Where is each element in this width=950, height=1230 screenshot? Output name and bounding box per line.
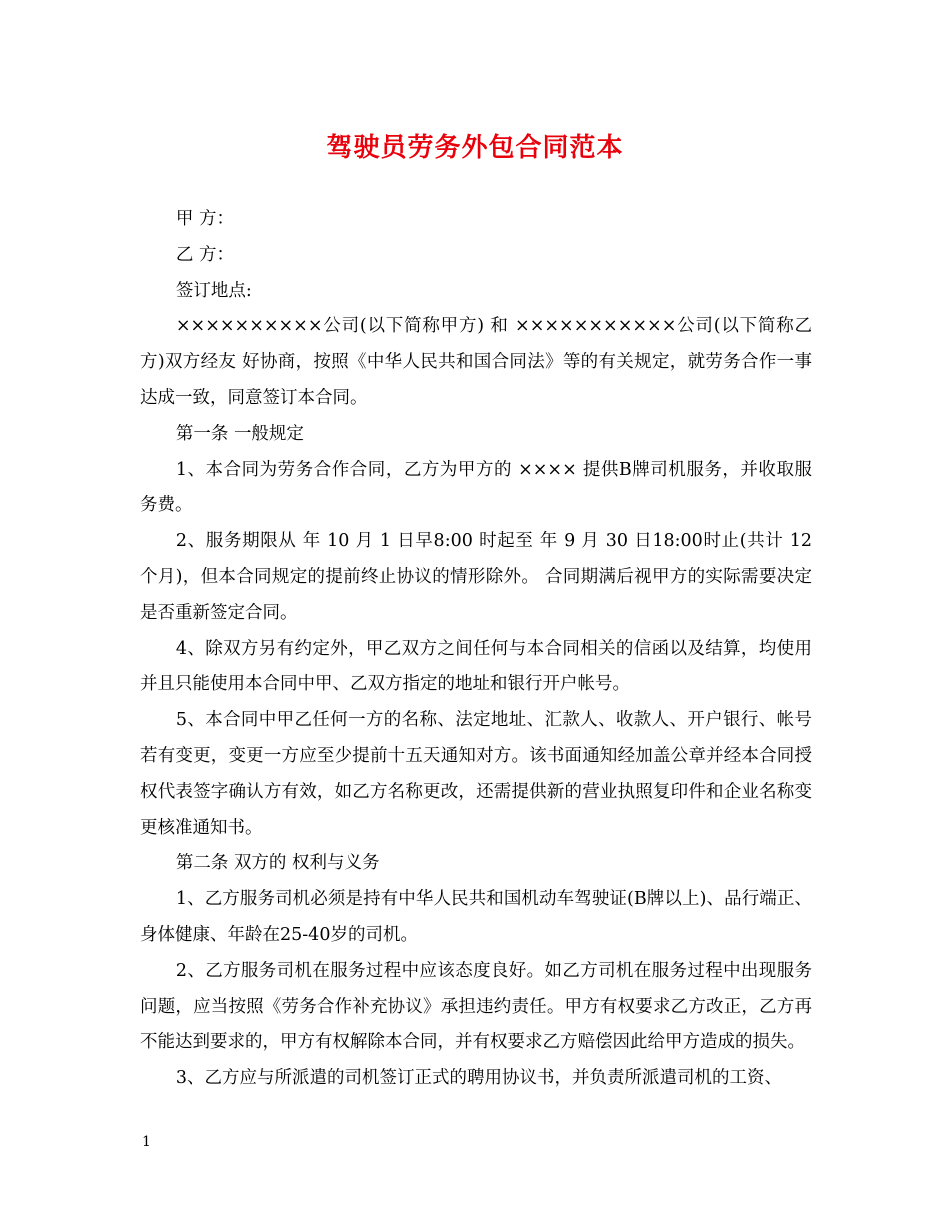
article1-item: 1、本合同为劳务合作合同，乙方为甲方的 ×××× 提供B牌司机服务，并收取服务费。 (140, 459, 812, 516)
document-body (140, 202, 812, 1097)
article2-item: 1、乙方服务司机必须是持有中华人民共和国机动车驾驶证(B牌以上)、品行端正、身体健康、年龄在25-40岁的司机。 (140, 889, 812, 945)
article2-item: 2、乙方服务司机在服务过程中应该态度良好。如乙方司机在服务过程中出现服务问题，应当按照《劳务合作补充协议》承担违约责任。甲方有权要求乙方改正，乙方再不能达到要求的，甲方有权解除本合同，并有权要求乙方赔偿因此给甲方造成的损失。 (140, 960, 812, 1053)
article1-item: 2、服务期限从 年 10 月 1 日早8:00 时起至 年 9 月 30 日18:00时止(共计 12 个月)，但本合同规定的提前终止协议的情形除外。 合同期满后视甲方的实际需要决定是否重新签定合同。 (140, 531, 812, 623)
intro-paragraph: ××××××××××公司(以下简称甲方) 和 ×××××××××××公司(以下简称乙方)双方经友 好协商，按照《中华人民共和国合同法》等的有关规定，就劳务合作一事达成一致，同意签订本合同。 (140, 316, 812, 408)
article2-heading: 第二条 双方的 权利与义务 (175, 853, 380, 874)
article1-heading: 第一条 一般规定 (175, 423, 304, 444)
article1-item: 5、本合同中甲乙任何一方的名称、法定地址、汇款人、收款人、开户银行、帐号若有变更，变更一方应至少提前十五天通知对方。该书面通知经加盖公章并经本合同授权代表签字确认方有效，如乙方名称更改，还需提供新的营业执照复印件和企业名称变更核准通知书。 (140, 710, 812, 838)
article2-item: 3、乙方应与所派遣的司机签订正式的聘用协议书，并负责所派遣司机的工资、 (175, 1068, 783, 1089)
party-b-line: 乙 方： (175, 244, 234, 265)
document-title: 驾驶员劳务外包合同范本 (326, 133, 624, 163)
party-a-line: 甲 方： (175, 209, 234, 229)
page-number: 1 (142, 1134, 151, 1150)
signing-place-line: 签订地点: (175, 280, 252, 301)
article1-item: 4、除双方另有约定外，甲乙双方之间任何与本合同相关的信函以及结算，均使用并且只能使用本合同中甲、乙双方指定的地址和银行开户帐号。 (140, 638, 812, 695)
